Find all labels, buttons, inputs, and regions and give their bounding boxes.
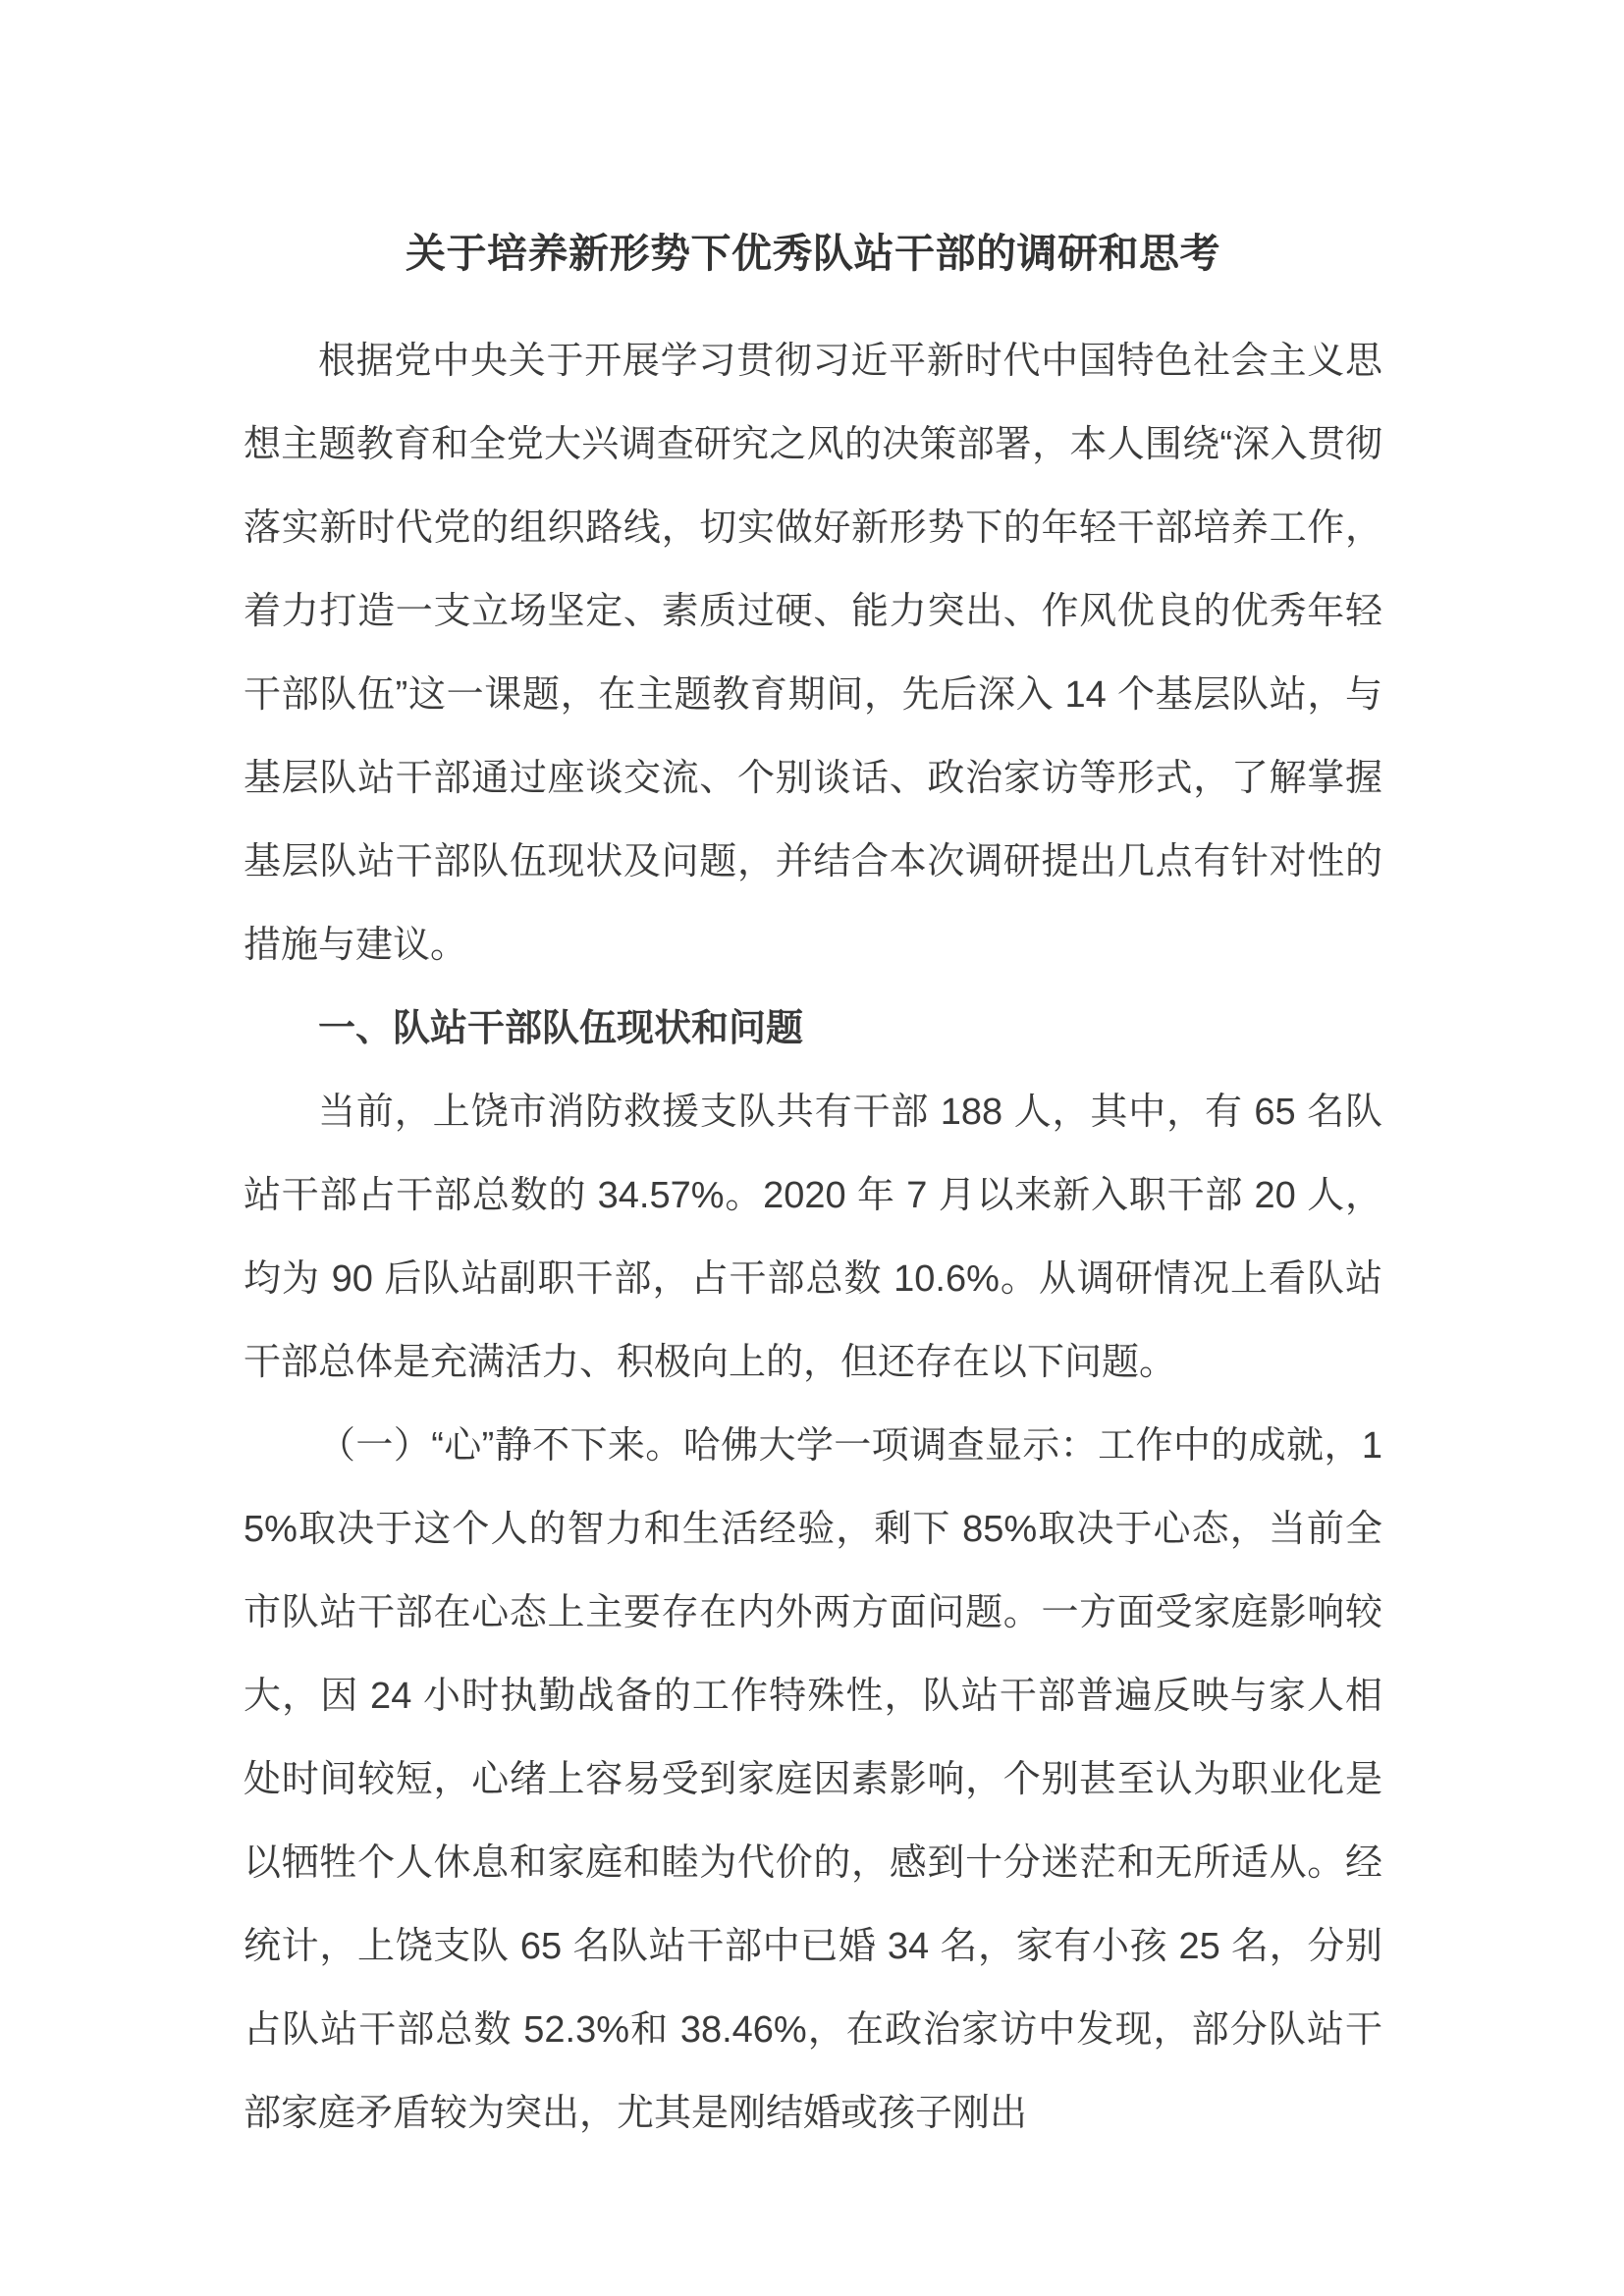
document-content-column [244, 0, 1382, 2156]
paragraph-intro: 根据党中央关于开展学习贯彻习近平新时代中国特色社会主义思想主题教育和全党大兴调查研究之风的决策部署，本人围绕“深入贯彻落实新时代党的组织路线，切实做好新形势下的年轻干部培养工作，着力打造一支立场坚定、素质过硬、能力突出、作风优良的优秀年轻干部队伍”这一课题，在主题教育期间，先后深入 14 个基层队站，与基层队站干部通过座谈交流、个别谈话、政治家访等形式，了解掌握基层队站干部队伍现状及问题，并结合本次调研提出几点有针对性的措施与建议。 [244, 341, 1382, 966]
page-title: 关于培养新形势下优秀队站干部的调研和思考 [406, 231, 1220, 276]
paragraph-subsection-one: （一）“心”静不下来。哈佛大学一项调查显示：工作中的成就，15%取决于这个人的智力和生活经验，剩下 85%取决于心态，当前全市队站干部在心态上主要存在内外两方面问题。一方面受家庭影响较大，因 24 小时执勤战备的工作特殊性，队站干部普遍反映与家人相处时间较短，心绪上容易受到家庭因素影响，个别甚至认为职业化是以牺牲个人休息和家庭和睦为代价的，感到十分迷茫和无所适从。经统计，上饶支队 65 名队站干部中已婚 34 名，家有小孩 25 名，分别占队站干部总数 52.3%和 38.46%，在政治家访中发现，部分队站干部家庭矛盾较为突出，尤其是刚结婚或孩子刚出 [244, 1425, 1382, 2134]
section-heading-one: 一、队站干部队伍现状和问题 [318, 1008, 804, 1049]
paragraph-status: 当前，上饶市消防救援支队共有干部 188 人，其中，有 65 名队站干部占干部总数的 34.57%。2020 年 7 月以来新入职干部 20 人，均为 90 后队站副职干部，占干部总数 10.6%。从调研情况上看队站干部总体是充满活力、积极向上的，但还存在以下问题。 [244, 1092, 1382, 1383]
